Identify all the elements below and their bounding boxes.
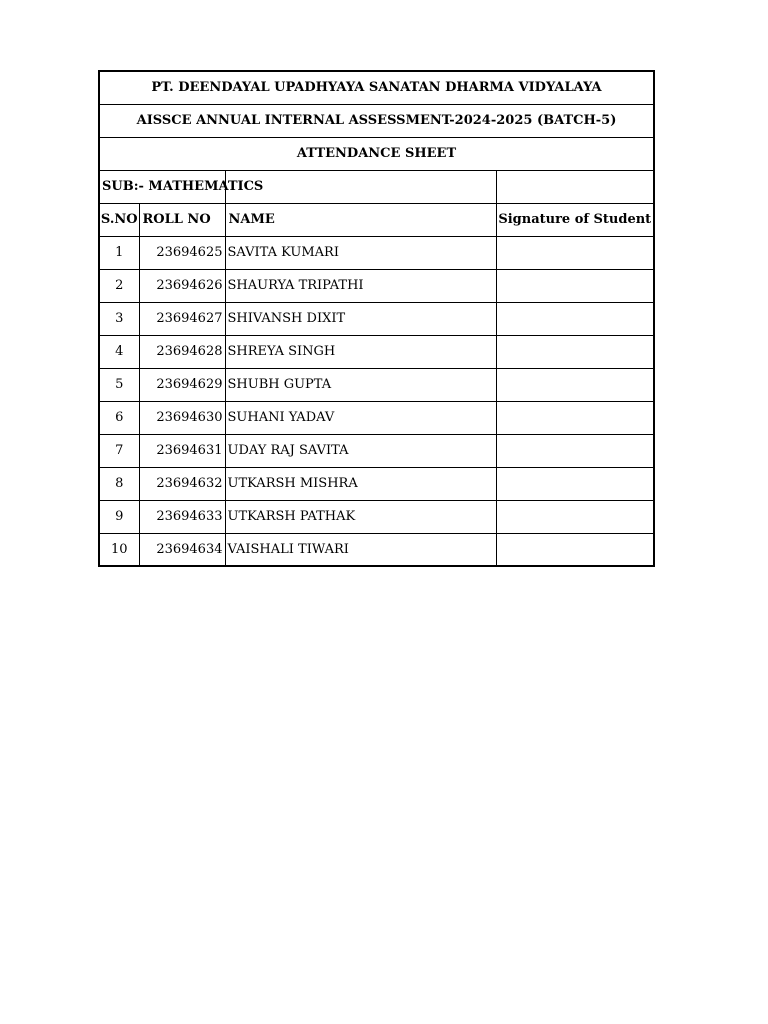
signature-cell [496, 533, 654, 566]
assessment-title: AISSCE ANNUAL INTERNAL ASSESSMENT-2024-2025 (BATCH-5) [99, 104, 654, 137]
signature-cell [496, 236, 654, 269]
subject-signature-blank-cell [496, 170, 654, 203]
student-sno: 6 [99, 401, 139, 434]
school-name-row [99, 71, 654, 104]
student-roll-no: 23694625 [139, 236, 225, 269]
student-roll-no: 23694630 [139, 401, 225, 434]
table-row [99, 368, 654, 401]
table-row [99, 467, 654, 500]
student-sno: 3 [99, 302, 139, 335]
signature-cell [496, 401, 654, 434]
student-roll-no: 23694633 [139, 500, 225, 533]
student-sno: 10 [99, 533, 139, 566]
student-roll-no: 23694628 [139, 335, 225, 368]
header-name: NAME [225, 203, 496, 236]
student-name: UDAY RAJ SAVITA [225, 434, 496, 467]
student-roll-no: 23694632 [139, 467, 225, 500]
student-name: UTKARSH MISHRA [225, 467, 496, 500]
student-sno: 5 [99, 368, 139, 401]
signature-cell [496, 467, 654, 500]
header-signature: Signature of Student [496, 203, 654, 236]
signature-cell [496, 269, 654, 302]
subject-label: SUB:- MATHEMATICS [99, 170, 225, 203]
table-row [99, 236, 654, 269]
sheet-title-row [99, 137, 654, 170]
attendance-table [98, 70, 655, 567]
student-sno: 7 [99, 434, 139, 467]
assessment-title-row [99, 104, 654, 137]
student-sno: 1 [99, 236, 139, 269]
student-name: UTKARSH PATHAK [225, 500, 496, 533]
signature-cell [496, 335, 654, 368]
sheet-title: ATTENDANCE SHEET [99, 137, 654, 170]
student-roll-no: 23694626 [139, 269, 225, 302]
table-row [99, 434, 654, 467]
student-name: SHUBH GUPTA [225, 368, 496, 401]
signature-cell [496, 500, 654, 533]
student-roll-no: 23694629 [139, 368, 225, 401]
student-sno: 4 [99, 335, 139, 368]
student-name: VAISHALI TIWARI [225, 533, 496, 566]
signature-cell [496, 368, 654, 401]
student-name: SHIVANSH DIXIT [225, 302, 496, 335]
student-name: SHAURYA TRIPATHI [225, 269, 496, 302]
table-row [99, 533, 654, 566]
school-name: PT. DEENDAYAL UPADHYAYA SANATAN DHARMA VIDYALAYA [99, 71, 654, 104]
signature-cell [496, 302, 654, 335]
table-row [99, 302, 654, 335]
header-sno: S.NO [99, 203, 139, 236]
subject-blank-cell [225, 170, 496, 203]
table-row [99, 500, 654, 533]
header-roll-no: ROLL NO [139, 203, 225, 236]
student-name: SAVITA KUMARI [225, 236, 496, 269]
student-name: SHREYA SINGH [225, 335, 496, 368]
header-row [99, 203, 654, 236]
student-sno: 9 [99, 500, 139, 533]
student-roll-no: 23694627 [139, 302, 225, 335]
student-roll-no: 23694631 [139, 434, 225, 467]
student-roll-no: 23694634 [139, 533, 225, 566]
student-name: SUHANI YADAV [225, 401, 496, 434]
subject-row [99, 170, 654, 203]
table-row [99, 335, 654, 368]
signature-cell [496, 434, 654, 467]
student-sno: 2 [99, 269, 139, 302]
student-rows [99, 236, 654, 566]
table-row [99, 401, 654, 434]
student-sno: 8 [99, 467, 139, 500]
table-row [99, 269, 654, 302]
